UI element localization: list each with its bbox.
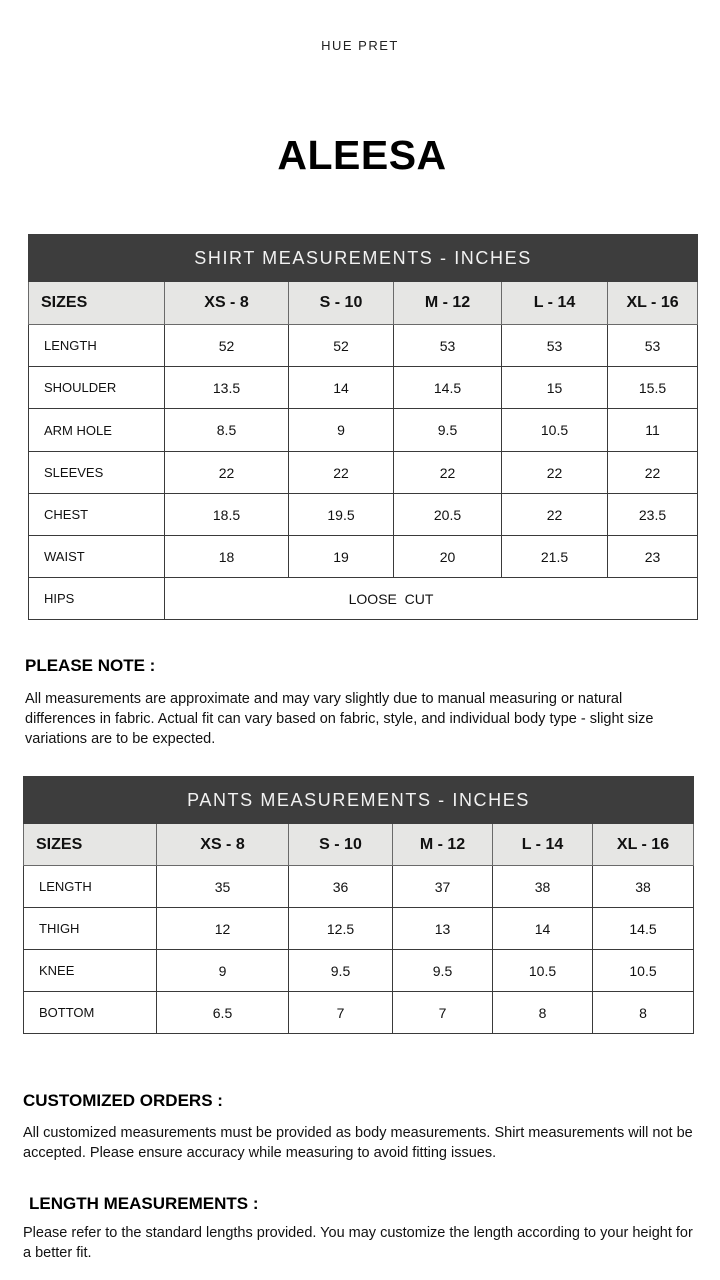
cell: 37	[393, 866, 493, 908]
cell: 10.5	[502, 409, 608, 452]
cell: 8.5	[165, 409, 289, 452]
cell: 14.5	[593, 908, 694, 950]
table-row	[24, 866, 694, 908]
cell: 22	[394, 452, 502, 494]
cell: 10.5	[593, 950, 694, 992]
cell: 13	[393, 908, 493, 950]
cell: 23.5	[608, 494, 698, 536]
table-row	[24, 908, 694, 950]
size-m: M - 12	[393, 824, 493, 866]
size-xl: XL - 16	[593, 824, 694, 866]
cell: 19	[289, 536, 394, 578]
table-row	[29, 325, 698, 367]
row-label: HIPS	[29, 578, 165, 620]
cell: 9	[157, 950, 289, 992]
table-row	[24, 950, 694, 992]
length-measurements-text: Please refer to the standard lengths provided. You may customize the length according to your height for a better fit.	[23, 1225, 693, 1261]
row-label: BOTTOM	[24, 992, 157, 1034]
cell: 12.5	[289, 908, 393, 950]
cell: 22	[502, 452, 608, 494]
table-title-row	[29, 235, 698, 282]
cell: 22	[502, 494, 608, 536]
brand-name: HUE PRET	[321, 38, 399, 53]
sizes-header-row	[29, 282, 698, 325]
size-l: L - 14	[493, 824, 593, 866]
cell: 22	[608, 452, 698, 494]
product-title: ALEESA	[277, 132, 447, 178]
table-row	[24, 992, 694, 1034]
cell: 38	[493, 866, 593, 908]
row-label: WAIST	[29, 536, 165, 578]
row-label: LENGTH	[24, 866, 157, 908]
size-xs: XS - 8	[165, 282, 289, 325]
shirt-measurements-table	[28, 234, 698, 620]
cell: 8	[593, 992, 694, 1034]
cell: 7	[393, 992, 493, 1034]
table-row	[29, 409, 698, 452]
cell: 6.5	[157, 992, 289, 1034]
row-label: SLEEVES	[29, 452, 165, 494]
cell: 22	[165, 452, 289, 494]
size-xl: XL - 16	[608, 282, 698, 325]
row-label: SHOULDER	[29, 367, 165, 409]
cell: 14	[493, 908, 593, 950]
please-note-text: All measurements are approximate and may vary slightly due to manual measuring or natural differences in fabric. Actual fit can vary based on fabric, style, and individual body type - slight size variations are to be expected.	[25, 691, 654, 747]
cell: 15	[502, 367, 608, 409]
table-row-hips	[29, 578, 698, 620]
please-note-heading: PLEASE NOTE :	[25, 656, 156, 675]
cell: 53	[502, 325, 608, 367]
cell: 36	[289, 866, 393, 908]
sizes-label: SIZES	[29, 282, 165, 325]
cell: 20.5	[394, 494, 502, 536]
row-label: LENGTH	[29, 325, 165, 367]
cell: 18.5	[165, 494, 289, 536]
cell: 52	[165, 325, 289, 367]
cell: 35	[157, 866, 289, 908]
cell: 9.5	[394, 409, 502, 452]
cell: 9.5	[393, 950, 493, 992]
cell: 13.5	[165, 367, 289, 409]
table-row	[29, 494, 698, 536]
cell: 12	[157, 908, 289, 950]
cell: 7	[289, 992, 393, 1034]
size-s: S - 10	[289, 282, 394, 325]
cell: 10.5	[493, 950, 593, 992]
sizes-header-row	[24, 824, 694, 866]
table-title-row	[24, 777, 694, 824]
cell: 23	[608, 536, 698, 578]
cell: 11	[608, 409, 698, 452]
shirt-table-title: SHIRT MEASUREMENTS - INCHES	[29, 235, 698, 282]
size-l: L - 14	[502, 282, 608, 325]
cell: 14	[289, 367, 394, 409]
cell: 22	[289, 452, 394, 494]
row-label: KNEE	[24, 950, 157, 992]
cell: 14.5	[394, 367, 502, 409]
cell: 15.5	[608, 367, 698, 409]
size-xs: XS - 8	[157, 824, 289, 866]
cell: 9	[289, 409, 394, 452]
table-row	[29, 536, 698, 578]
cell: 53	[608, 325, 698, 367]
size-s: S - 10	[289, 824, 393, 866]
cell: 20	[394, 536, 502, 578]
hips-value: LOOSE CUT	[165, 578, 698, 620]
cell: 19.5	[289, 494, 394, 536]
length-measurements-heading: LENGTH MEASUREMENTS :	[29, 1194, 259, 1213]
cell: 38	[593, 866, 694, 908]
pants-measurements-table	[23, 776, 694, 1034]
customized-orders-text: All customized measurements must be provided as body measurements. Shirt measurements will not be accepted. Please ensure accuracy while measuring to avoid fitting issues.	[23, 1125, 693, 1161]
cell: 18	[165, 536, 289, 578]
row-label: CHEST	[29, 494, 165, 536]
row-label: THIGH	[24, 908, 157, 950]
pants-table-title: PANTS MEASUREMENTS - INCHES	[24, 777, 694, 824]
cell: 53	[394, 325, 502, 367]
cell: 8	[493, 992, 593, 1034]
row-label: ARM HOLE	[29, 409, 165, 452]
sizes-label: SIZES	[24, 824, 157, 866]
table-row	[29, 452, 698, 494]
table-row	[29, 367, 698, 409]
cell: 9.5	[289, 950, 393, 992]
cell: 21.5	[502, 536, 608, 578]
cell: 52	[289, 325, 394, 367]
customized-orders-heading: CUSTOMIZED ORDERS :	[23, 1091, 223, 1110]
size-m: M - 12	[394, 282, 502, 325]
